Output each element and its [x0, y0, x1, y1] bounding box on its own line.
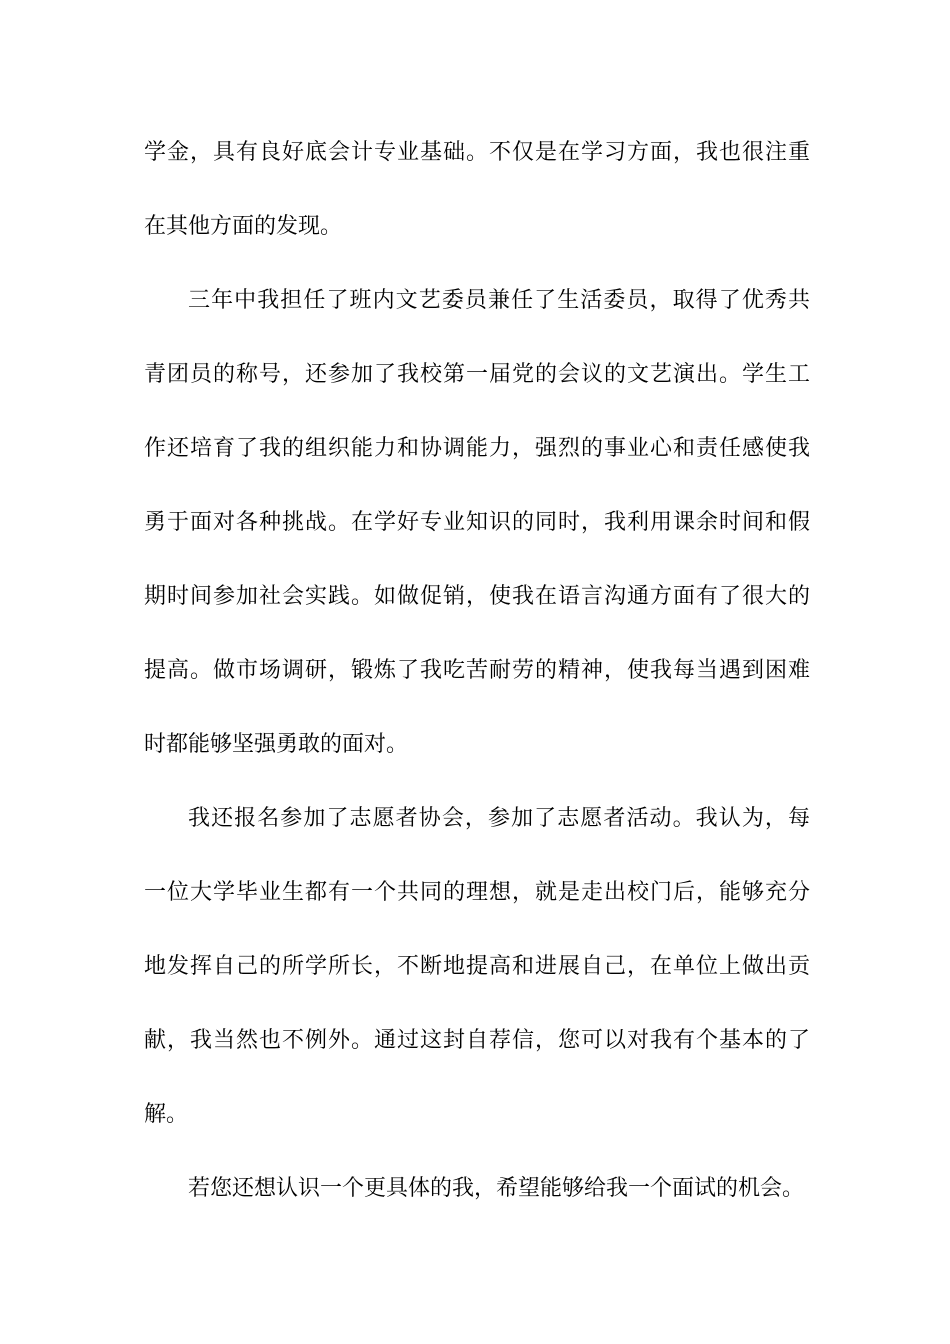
text-line: 解。: [144, 1102, 189, 1127]
text-line: 献，我当然也不例外。通过这封自荐信，您可以对我有个基本的了: [144, 1028, 810, 1053]
text-line: 期时间参加社会实践。如做促销，使我在语言沟通方面有了很大的: [144, 584, 810, 609]
text-line: 学金，具有良好底会计专业基础。不仅是在学习方面，我也很注重: [144, 140, 810, 165]
text-line: 在其他方面的发现。: [144, 214, 343, 239]
paragraph-start-line: 我还报名参加了志愿者协会，参加了志愿者活动。我认为，每: [188, 806, 810, 831]
text-line: 一位大学毕业生都有一个共同的理想，就是走出校门后，能够充分: [144, 880, 810, 905]
text-line: 地发挥自己的所学所长，不断地提高和进展自己，在单位上做出贡: [144, 954, 810, 979]
text-line: 提高。做市场调研，锻炼了我吃苦耐劳的精神，使我每当遇到困难: [144, 658, 810, 683]
letter-body: [144, 116, 810, 1226]
paragraph-start-line: 三年中我担任了班内文艺委员兼任了生活委员，取得了优秀共: [188, 288, 810, 313]
text-line: 勇于面对各种挑战。在学好专业知识的同时，我利用课余时间和假: [144, 510, 810, 535]
text-line: 时都能够坚强勇敢的面对。: [144, 732, 409, 757]
paragraph-start-line: 若您还想认识一个更具体的我，希望能够给我一个面试的机会。: [188, 1176, 805, 1201]
text-line: 作还培育了我的组织能力和协调能力，强烈的事业心和责任感使我: [144, 436, 810, 461]
text-line: 青团员的称号，还参加了我校第一届党的会议的文艺演出。学生工: [144, 362, 810, 387]
